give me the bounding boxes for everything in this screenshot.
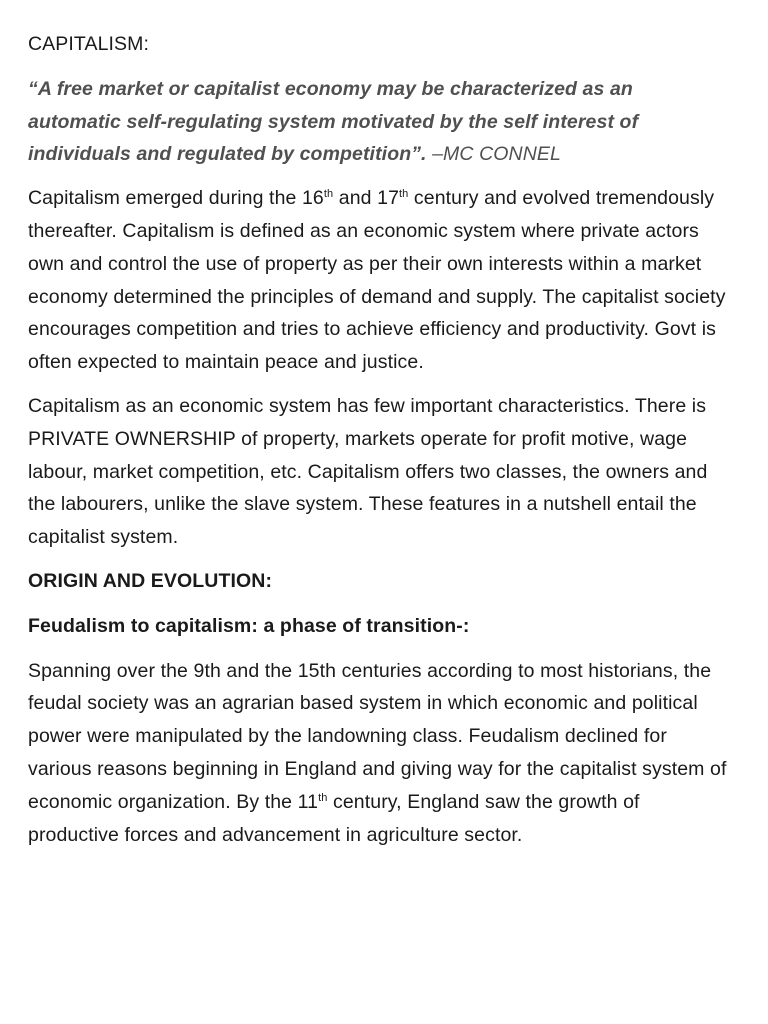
para1-part-b: and 17 xyxy=(333,187,400,210)
section-heading-origin: ORIGIN AND EVOLUTION: xyxy=(28,569,273,592)
para1-part-c: century and evolved tremendously thereafter. Capitalism is defined as an economic system where private actors own and control the use of property as per their own interests within a market economy determined the principles of demand and supply. The capitalist society encourages competition and tries to achieve efficiency and productivity. Govt is often expected to maintain peace and justice. xyxy=(28,187,726,374)
para3-part-b: century, England saw the growth of productive forces and advancement in agriculture sector. xyxy=(28,790,640,846)
ordinal-superscript: th xyxy=(399,188,409,201)
para3-part-a: Spanning over the 9th and the 15th centuries according to most historians, the feudal society was an agrarian based system in which economic and political power were manipulated by the landowning class. Feudalism declined for various reasons beginning in England and giving way for the capitalist system of economic organization. By the 11 xyxy=(28,659,727,813)
section-heading-feudalism: Feudalism to capitalism: a phase of transition-: xyxy=(28,614,470,637)
quote-text: “A free market or capitalist economy may be characterized as an automatic self-regulating system motivated by the self interest of individuals and regulated by competition”. xyxy=(28,77,639,166)
paragraph-feudalism xyxy=(28,655,728,852)
document-title: CAPITALISM: xyxy=(28,33,150,55)
para1-part-a: Capitalism emerged during the 16 xyxy=(28,187,324,210)
quote-author: –MC CONNEL xyxy=(426,143,561,166)
ordinal-superscript: th xyxy=(323,188,334,201)
ordinal-superscript: th xyxy=(318,791,328,804)
document-page xyxy=(28,28,728,862)
paragraph-characteristics: Capitalism as an economic system has few important characteristics. There is PRIVATE OWNERSHIP of property, markets operate for profit motive, wage labour, market competition, etc. Capitalism offers two classes, the owners and the labourers, unlike the slave system. These features in a nutshell entail the capitalist system. xyxy=(28,394,708,549)
paragraph-capitalism-definition xyxy=(28,182,728,379)
epigraph-quote xyxy=(28,73,728,171)
